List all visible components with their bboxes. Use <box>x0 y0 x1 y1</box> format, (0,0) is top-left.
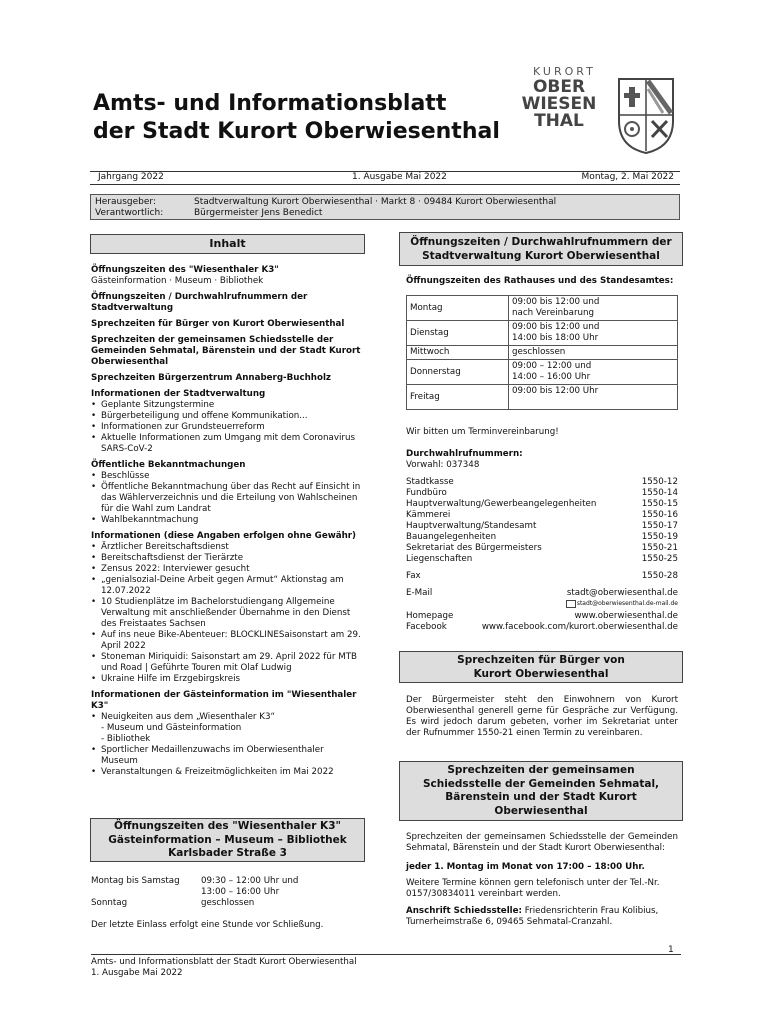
list-subitem: - Bibliothek <box>101 734 151 744</box>
dial-name: Hauptverwaltung/Standesamt <box>406 521 537 531</box>
k3-heading-line: Gästeinformation – Museum – Bibliothek <box>108 833 347 846</box>
dial-name: Stadtkasse <box>406 477 454 487</box>
dial-heading: Durchwahlrufnummern: <box>406 449 523 459</box>
homepage-label: Homepage <box>406 611 454 621</box>
list-item: • Öffentliche Bekanntmachung über das Recht auf Einsicht in das Wählerverzeichnis und die Erteilung von Wahlscheinen für die Wahl zum Landrat <box>91 482 361 515</box>
citizens-text: Der Bürgermeister steht den Einwohnern von Kurort Oberwiesenthal generell gerne für Gespräche zur Verfügung. Es wird jedoch darum gebeten, vorher im Sekretariat unter der Rufnummer 1550-21 einen Termin zu vereinbaren. <box>406 695 678 738</box>
email-label: E-Mail <box>406 588 433 598</box>
list-item: • Beschlüsse <box>91 471 361 482</box>
toc-list <box>91 542 361 685</box>
publisher-label: Herausgeber: <box>95 197 156 207</box>
publisher-value: Stadtverwaltung Kurort Oberwiesenthal · Markt 8 · 09484 Kurort Oberwiesenthal <box>194 197 557 207</box>
hours-line: 09:00 bis 12:00 und <box>512 322 600 332</box>
list-item: • Stoneman Miriquidi: Saisonstart am 29. April 2022 für MTB und Road | Geführte Touren mit Olaf Ludwig <box>91 652 361 674</box>
table-row <box>407 385 678 410</box>
dial-name: Liegenschaften <box>406 554 473 564</box>
table-row <box>407 360 678 385</box>
list-item: • Aktuelle Informationen zum Umgang mit dem Coronavirus SARS-CoV-2 <box>91 433 361 455</box>
footer <box>91 957 357 979</box>
city-heading-line: Öffnungszeiten / Durchwahlrufnummern der <box>410 236 672 248</box>
arbitration-heading <box>399 761 683 821</box>
list-item: • Sportlicher Medaillenzuwachs im Oberwiesenthaler Museum <box>91 745 361 767</box>
responsible-value: Bürgermeister Jens Benedict <box>194 208 323 218</box>
table-row <box>407 296 678 321</box>
k3-hours <box>91 876 361 931</box>
de-mail-link[interactable]: stadt@oberwiesenthal.de-mail.de <box>576 600 678 607</box>
toc-entry-sub: Gästeinformation · Museum · Bibliothek <box>91 276 264 286</box>
arbitration-section <box>406 832 678 928</box>
address-value: Friedensrichterin Frau Kolibius, Turnerheimstraße 6, 09465 Sehmatal-Cranzahl. <box>406 906 659 927</box>
citizens-heading-line: Sprechzeiten für Bürger von <box>457 654 625 666</box>
list-item: • Zensus 2022: Interviewer gesucht <box>91 564 361 575</box>
toc-list <box>91 471 361 526</box>
facebook-label: Facebook <box>406 622 447 632</box>
logo-line-3: THAL <box>534 111 584 131</box>
toc-entry: Sprechzeiten der gemeinsamen Schiedsstelle der Gemeinden Sehmatal, Bärenstein und der Stadt Kurort Oberwiesenthal <box>91 335 361 367</box>
dial-name: Fundbüro <box>406 488 447 498</box>
logo-kurort: KURORT <box>533 65 596 78</box>
city-section <box>406 276 678 633</box>
mail-icon <box>566 600 576 608</box>
toc-list <box>91 712 361 778</box>
list-item <box>91 712 361 745</box>
dial-number: 1550-15 <box>641 499 678 509</box>
k3-day: Sonntag <box>91 898 128 908</box>
table-cell: 09:00 bis 12:00 Uhr <box>509 385 678 410</box>
date-label: Montag, 2. Mai 2022 <box>581 172 674 182</box>
toc-entry: Öffentliche Bekanntmachungen <box>91 460 246 470</box>
publisher-box <box>90 194 680 220</box>
list-item: • Bürgerbeteiligung und offene Kommunikation... <box>91 411 361 422</box>
responsible-label: Verantwortlich: <box>95 208 164 218</box>
toc-entry: Öffnungszeiten / Durchwahlrufnummern der Stadtverwaltung <box>91 292 308 313</box>
citizens-heading <box>399 651 683 683</box>
dial-prefix: Vorwahl: 037348 <box>406 460 480 470</box>
city-heading <box>399 232 683 266</box>
address-label: Anschrift Schiedsstelle: <box>406 906 523 916</box>
coat-of-arms-icon <box>617 77 675 155</box>
logo-line-2: WIESEN <box>521 94 597 114</box>
list-subitem: - Museum und Gästeinformation <box>101 723 242 733</box>
table-cell: geschlossen <box>509 346 678 360</box>
footer-line: Amts- und Informationsblatt der Stadt Kurort Oberwiesenthal <box>91 957 357 967</box>
toc-entry: Sprechzeiten für Bürger von Kurort Oberwiesenthal <box>91 319 345 329</box>
hours-line: 09:00 bis 12:00 und <box>512 297 600 307</box>
appointment-note: Wir bitten um Terminvereinbarung! <box>406 427 559 437</box>
table-cell <box>509 321 678 346</box>
issue-bar <box>90 171 680 185</box>
list-item <box>406 488 678 499</box>
edition-label: 1. Ausgabe Mai 2022 <box>352 172 447 182</box>
logo-wordmark <box>505 79 613 130</box>
title-line-2: der Stadt Kurort Oberwiesenthal <box>93 119 500 144</box>
list-item: • Ärztlicher Bereitschaftsdienst <box>91 542 361 553</box>
toc-entry: Informationen (diese Angaben erfolgen ohne Gewähr) <box>91 531 357 541</box>
citizens-heading-line: Kurort Oberwiesenthal <box>473 667 609 680</box>
table-row <box>407 346 678 360</box>
toc-entry: Öffnungszeiten des "Wiesenthaler K3" <box>91 265 279 275</box>
list-item: • „genialsozial-Deine Arbeit gegen Armut“ Aktionstag am 12.07.2022 <box>91 575 361 597</box>
list-item <box>406 477 678 488</box>
dial-name: Bauangelegenheiten <box>406 532 497 542</box>
table-cell: Dienstag <box>407 321 509 346</box>
arbitration-heading-line: Oberwiesenthal <box>494 804 588 817</box>
list-item: • Informationen zur Grundsteuerreform <box>91 422 361 433</box>
toc-heading: Inhalt <box>90 234 365 254</box>
email-link[interactable]: stadt@oberwiesenthal.de <box>566 588 678 598</box>
dial-number: 1550-17 <box>641 521 678 531</box>
list-item: • Bereitschaftsdienst der Tierärzte <box>91 553 361 564</box>
title-line-1: Amts- und Informationsblatt <box>93 91 447 116</box>
fax-label: Fax <box>406 571 421 581</box>
dial-name: Hauptverwaltung/Gewerbeangelegenheiten <box>406 499 597 509</box>
k3-time: 09:30 – 12:00 Uhr und <box>201 876 299 886</box>
hours-line: 14:00 – 16:00 Uhr <box>512 372 591 382</box>
dial-number: 1550-21 <box>641 543 678 553</box>
list-item: • Auf ins neue Bike-Abenteuer: BLOCKLINESaisonstart am 29. April 2022 <box>91 630 361 652</box>
list-item: • Ukraine Hilfe im Erzgebirgskreis <box>91 674 361 685</box>
list-item: • 10 Studienplätze im Bachelorstudiengang Allgemeine Verwaltung mit anschließender Übernahme in den Dienst des Freistaates Sachsen <box>91 597 361 630</box>
page-title <box>93 90 500 146</box>
logo-line-1: OBER <box>532 77 586 97</box>
list-item: • Wahlbekanntmachung <box>91 515 361 526</box>
k3-time: 13:00 – 16:00 Uhr <box>201 887 280 897</box>
list-item <box>406 543 678 554</box>
town-logo <box>505 65 675 175</box>
homepage-row <box>406 611 678 622</box>
homepage-link[interactable]: www.oberwiesenthal.de <box>574 611 678 621</box>
list-item <box>406 521 678 532</box>
footer-divider <box>91 954 681 955</box>
k3-note: Der letzte Einlass erfolgt eine Stunde vor Schließung. <box>91 920 324 930</box>
fax-number: 1550-28 <box>641 571 678 581</box>
toc-entry: Sprechzeiten Bürgerzentrum Annaberg-Buchholz <box>91 373 331 383</box>
dial-name: Kämmerei <box>406 510 451 520</box>
dial-number: 1550-14 <box>641 488 678 498</box>
table-cell: Donnerstag <box>407 360 509 385</box>
k3-heading-line: Karlsbader Straße 3 <box>168 847 287 859</box>
dial-number: 1550-12 <box>641 477 678 487</box>
list-item <box>406 532 678 543</box>
dial-number: 1550-16 <box>641 510 678 520</box>
facebook-link[interactable]: www.facebook.com/kurort.oberwiesenthal.de <box>481 622 678 632</box>
arbitration-heading-line: Bärenstein und der Stadt Kurort <box>445 791 637 803</box>
toc-entry: Informationen der Stadtverwaltung <box>91 389 266 399</box>
dial-list <box>406 477 678 565</box>
facebook-row <box>406 622 678 633</box>
list-item: • Geplante Sitzungstermine <box>91 400 361 411</box>
email-row <box>406 588 678 599</box>
hours-line: nach Vereinbarung <box>512 308 595 318</box>
table-cell: Mittwoch <box>407 346 509 360</box>
arbitration-heading-line: Sprechzeiten der gemeinsamen <box>447 764 635 776</box>
table-row <box>407 321 678 346</box>
table-cell <box>509 360 678 385</box>
list-item <box>406 554 678 565</box>
arbitration-heading-line: Schiedsstelle der Gemeinden Sehmatal, <box>422 777 660 790</box>
k3-heading-line: Öffnungszeiten des "Wiesenthaler K3" <box>114 820 341 832</box>
toc-list <box>91 400 361 455</box>
k3-time: geschlossen <box>201 898 255 908</box>
hours-line: 09:00 – 12:00 und <box>512 361 592 371</box>
page-number: 1 <box>668 945 674 955</box>
city-heading-line: Stadtverwaltung Kurort Oberwiesenthal <box>422 250 660 262</box>
list-item <box>406 499 678 510</box>
list-item-text: Neuigkeiten aus dem „Wiesenthaler K3“ <box>101 712 275 722</box>
footer-line: 1. Ausgabe Mai 2022 <box>91 968 183 978</box>
volume-label: Jahrgang 2022 <box>98 172 164 182</box>
k3-heading <box>90 818 365 862</box>
arbitration-address <box>406 906 678 928</box>
table-cell: Freitag <box>407 385 509 410</box>
fax-row <box>406 571 678 582</box>
table-cell: Montag <box>407 296 509 321</box>
city-subheading: Öffnungszeiten des Rathauses und des Standesamtes: <box>406 276 674 286</box>
k3-day: Montag bis Samstag <box>91 876 180 886</box>
de-mail-row <box>406 599 678 608</box>
arbitration-text: Sprechzeiten der gemeinsamen Schiedsstelle der Gemeinden Sehmatal, Bärenstein und der Stadt Kurort Oberwiesenthal: <box>406 832 678 853</box>
opening-hours-table <box>406 295 678 410</box>
arbitration-time: jeder 1. Montag im Monat von 17:00 – 18:00 Uhr. <box>406 862 645 872</box>
dial-name: Sekretariat des Bürgermeisters <box>406 543 542 553</box>
list-item <box>406 510 678 521</box>
list-item: • Veranstaltungen & Freizeitmöglichkeiten im Mai 2022 <box>91 767 361 778</box>
table-of-contents <box>91 265 361 778</box>
toc-entry: Informationen der Gästeinformation im "Wiesenthaler K3" <box>91 690 357 711</box>
dial-number: 1550-25 <box>641 554 678 564</box>
dial-number: 1550-19 <box>641 532 678 542</box>
arbitration-more: Weitere Termine können gern telefonisch unter der Tel.-Nr. 0157/30834011 vereinbart werden. <box>406 878 660 899</box>
table-cell <box>509 296 678 321</box>
hours-line: 14:00 bis 18:00 Uhr <box>512 333 599 343</box>
